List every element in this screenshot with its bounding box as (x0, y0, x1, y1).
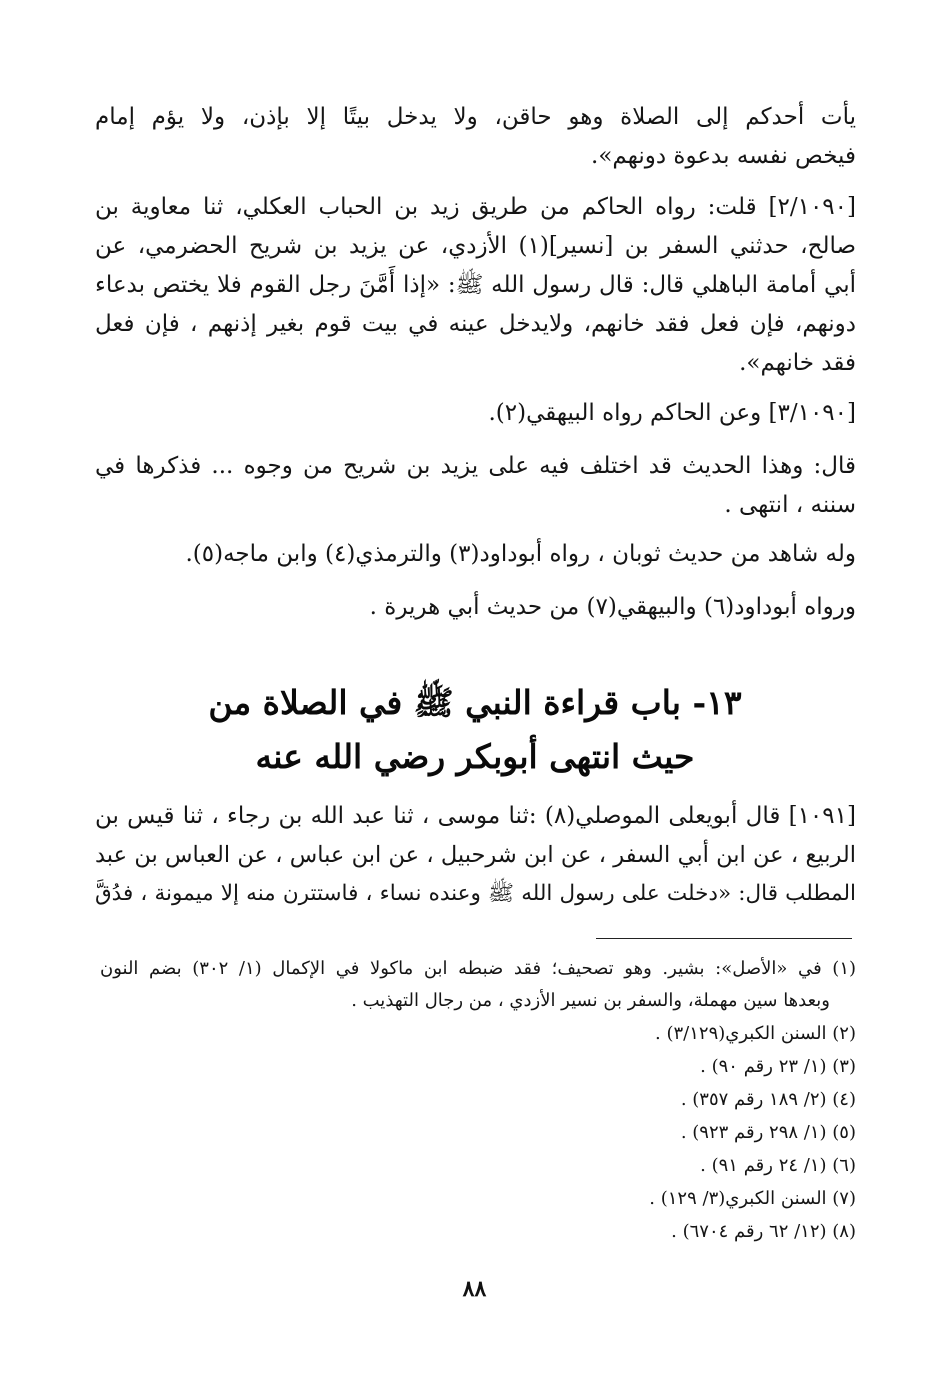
body-line-8: [٣/١٠٩٠] وعن الحاكم رواه البيهقي(٢). (488, 400, 856, 426)
page-number: ٨٨ (462, 1276, 487, 1302)
body-line-10: سننه ، انتهى . (724, 492, 856, 518)
body2-line-1: [١٠٩١] قال أبويعلى الموصلي(٨) :ثنا موسى ، ثنا عبد الله بن رجاء ، ثنا قيس بن (95, 803, 856, 829)
footnote-5: (٥) (١/ ٢٩٨ رقم ٩٢٣) . (680, 1122, 856, 1143)
footnote-2: (٢) السنن الكبري(٣/١٢٩) . (655, 1023, 856, 1044)
body-line-3: [٢/١٠٩٠] قلت: رواه الحاكم من طريق زيد بن الحباب العكلي، ثنا معاوية بن (95, 194, 856, 220)
footnote-separator (596, 938, 852, 939)
footnote-6: (٦) (١/ ٢٤ رقم ٩١) . (700, 1155, 856, 1176)
body-line-2: فيخص نفسه بدعوة دونهم». (591, 143, 856, 169)
body2-line-3: المطلب قال: «دخلت على رسول الله ﷺ وعنده نساء ، فاستترن منه إلا ميمونة ، فدُقَّ (95, 881, 856, 906)
body-line-4: صالح، حدثني السفر بن [نسير](١) الأزدي، عن يزيد بن شريح الحضرمي، عن (95, 233, 856, 259)
footnote-4: (٤) (٢/ ١٨٩ رقم ٣٥٧) . (680, 1089, 856, 1110)
body-line-12: ورواه أبوداود(٦) والبيهقي(٧) من حديث أبي هريرة . (369, 594, 856, 620)
chapter-heading-line-2: حيث انتهى أبوبكر رضي الله عنه (255, 737, 695, 776)
footnote-1-line-2: وبعدها سين مهملة، والسفر بن نسير الأزدي ، من رجال التهذيب . (351, 990, 830, 1011)
body-line-1: يأت أحدكم إلى الصلاة وهو حاقن، ولا يدخل بيتًا إلا بإذن، ولا يؤم إمام (95, 104, 856, 130)
chapter-heading-line-1: ١٣- باب قراءة النبي ﷺ في الصلاة من (208, 683, 742, 722)
body2-line-2: الربيع ، عن ابن أبي السفر ، عن ابن شرحبيل ، عن ابن عباس ، عن العباس بن عبد (95, 842, 856, 868)
footnote-1-line-1: (١) في «الأصل»: بشير. وهو تصحيف؛ فقد ضبطه ابن ماكولا في الإكمال (١/ ٣٠٢) بضم النون (100, 958, 857, 979)
body-line-7: فقد خانهم». (739, 350, 856, 376)
body-line-6: دونهم، فإن فعل فقد خانهم، ولايدخل عينه في بيت قوم بغير إذنهم ، فإن فعل (95, 311, 856, 337)
body-line-9: قال: وهذا الحديث قد اختلف فيه على يزيد بن شريح من وجوه ... فذكرها في (95, 453, 856, 479)
footnote-3: (٣) (١/ ٢٣ رقم ٩٠) . (700, 1056, 856, 1077)
body-line-5: أبي أمامة الباهلي قال: قال رسول الله ﷺ: «إذا أَمَّنَ رجل القوم فلا يختص بدعاء (95, 272, 856, 298)
footnote-7: (٧) السنن الكبري(٣/ ١٢٩) . (649, 1188, 856, 1209)
body-line-11: وله شاهد من حديث ثوبان ، رواه أبوداود(٣) والترمذي(٤) وابن ماجه(٥). (185, 541, 856, 567)
footnote-8: (٨) (١٢/ ٦٢ رقم ٦٧٠٤) . (671, 1221, 856, 1242)
